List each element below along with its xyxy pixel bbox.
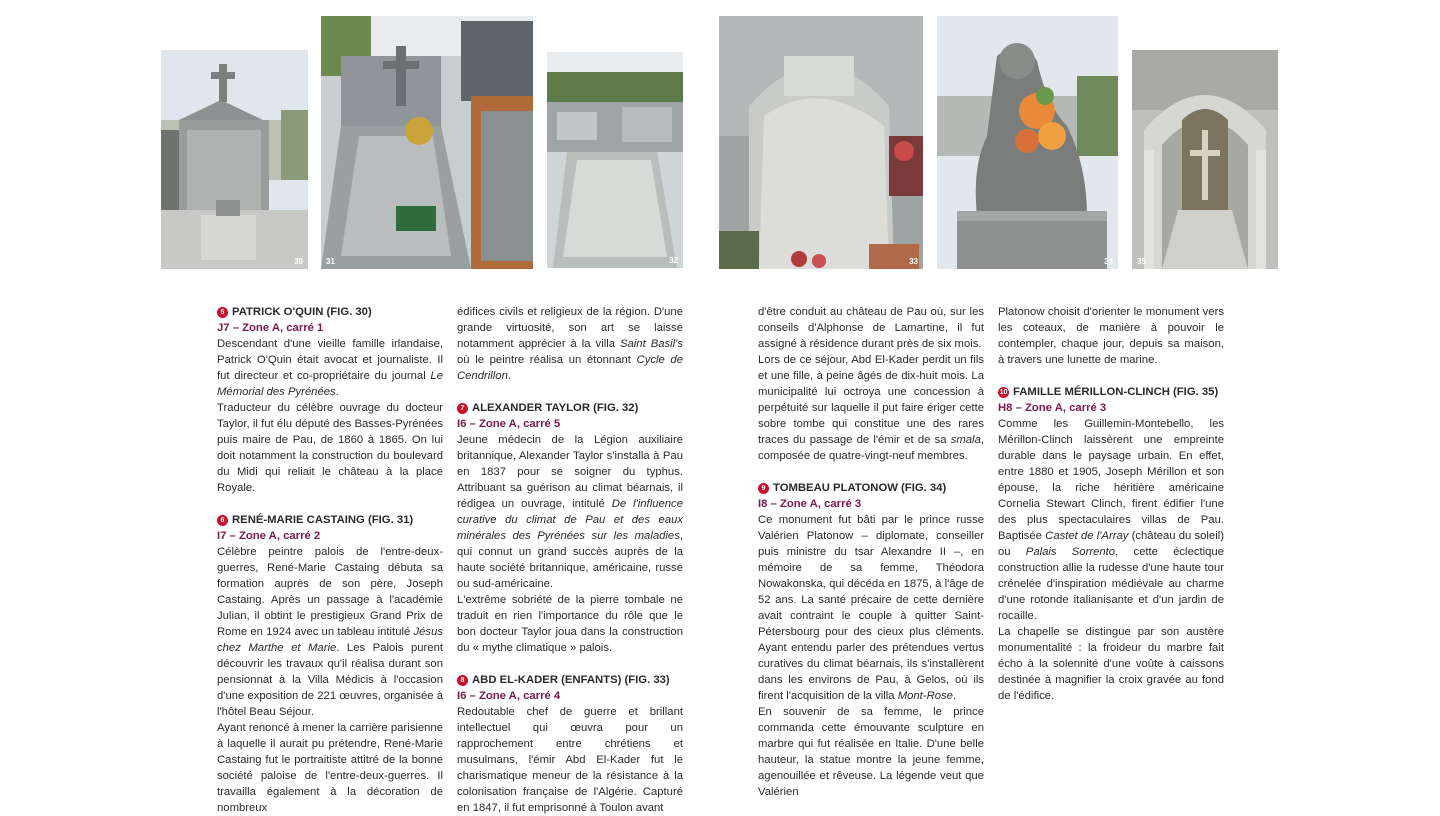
location-label: I6 – Zone A, carré 4 bbox=[457, 690, 561, 702]
section-number-badge: 5 bbox=[217, 307, 228, 318]
paragraph: Ce monument fut bâti par le prince russe Valérien Platonow – diplomate, conseiller puis ministre du tsar Alexandre II –, en mémoire de sa femme, Théodora Nowakonska, qui décéda en 1875, à l'âge de 52 ans. La santé précaire de cette dernière avait contraint le couple à quitter Saint-Pétersbourg pour des cieux plus cléments. Ayant entendu parler des prétendues vertus curatives du climat béarnais, ils s'installèrent dans les environs de Pau, à Gelos, où ils firent l'acquisition de la villa Mont-Rose. bbox=[758, 514, 984, 702]
figure-number: 34 bbox=[1104, 257, 1113, 266]
figure-number: 33 bbox=[909, 257, 918, 266]
column-4 bbox=[998, 304, 1224, 704]
figure-number: 31 bbox=[326, 257, 335, 266]
figure-31-photo bbox=[321, 16, 533, 269]
section-number-badge: 9 bbox=[758, 483, 769, 494]
paragraph: Jeune médecin de la Légion auxiliaire britannique, Alexander Taylor s'installa à Pau en 1837 pour se soigner du typhus. Attribuant sa guérison au climat béarnais, il rédigea un ouvrage, intitulé De l'influence curative du climat de Pau et des eaux minérales des Pyrénées sur les maladies, qui connut un grand succès auprès de la haute société britannique, américaine, russe ou sud-américaine. bbox=[457, 434, 683, 590]
section-number-badge: 8 bbox=[457, 675, 468, 686]
location-label: H8 – Zone A, carré 3 bbox=[998, 402, 1107, 414]
section-number-badge: 10 bbox=[999, 388, 1008, 396]
section-number-badge: 6 bbox=[217, 515, 228, 526]
section-title: TOMBEAU PLATONOW (FIG. 34) bbox=[773, 482, 947, 494]
paragraph: Traducteur du célèbre ouvrage du docteur Taylor, il fut élu député des Basses-Pyrénées puis maire de Pau, de 1860 à 1865. On lui doit notamment la construction du boulevard du Midi qui reliait le château à la place Royale. bbox=[217, 402, 443, 494]
section-number-badge: 7 bbox=[457, 403, 468, 414]
paragraph: Descendant d'une vieille famille irlandaise, Patrick O'Quin était avocat et journaliste. Il fut directeur et co-propriétaire du journal Le Mémorial des Pyrénées. bbox=[217, 338, 443, 398]
section-heading bbox=[217, 304, 443, 320]
section-title: FAMILLE MÉRILLON-CLINCH (FIG. 35) bbox=[1013, 386, 1219, 398]
paragraph: d'être conduit au château de Pau où, sur les conseils d'Alphonse de Lamartine, il fut assigné à résidence durant près de six mois. bbox=[758, 306, 984, 350]
paragraph: Platonow choisit d'orienter le monument vers les coteaux, de manière à pouvoir le contempler, chaque jour, depuis sa maison, à travers une lunette de marine. bbox=[998, 306, 1224, 366]
figure-30-photo bbox=[161, 50, 308, 269]
paragraph: L'extrême sobriété de la pierre tombale ne traduit en rien l'importance du rôle que le bon docteur Taylor joua dans la construction du « mythe climatique » palois. bbox=[457, 594, 683, 654]
paragraph: édifices civils et religieux de la région. D'une grande virtuosité, son art se laisse notamment apprécier à la villa Saint Basil's où le peintre réalisa un étonnant Cycle de Cendrillon. bbox=[457, 306, 683, 382]
paragraph: Ayant renoncé à mener la carrière parisienne à laquelle il aurait pu prétendre, René-Marie Castaing fut le portraitiste attitré de la bonne société paloise de l'entre-deux-guerres. Il travailla également à la décoration de nombreux bbox=[217, 722, 443, 814]
section-heading bbox=[217, 512, 443, 528]
figure-number: 30 bbox=[294, 257, 303, 266]
column-3 bbox=[758, 304, 984, 800]
figure-number: 32 bbox=[669, 256, 678, 265]
paragraph: En souvenir de sa femme, le prince commanda cette émouvante sculpture en marbre qui fut réalisée en Italie. D'une belle hauteur, la statue montre la jeune femme, agenouillée et rêveuse. La légende veut que Valérien bbox=[758, 706, 984, 798]
section-title: RENÉ-MARIE CASTAING (FIG. 31) bbox=[232, 514, 414, 526]
figure-35-photo bbox=[1132, 50, 1278, 269]
paragraph: La chapelle se distingue par son austère monumentalité : la froideur du marbre fait écho à la solennité d'une voûte à caissons destinée à magnifier la croix gravée au fond de l'édifice. bbox=[998, 626, 1224, 702]
section-heading bbox=[998, 384, 1224, 400]
section-heading bbox=[758, 480, 984, 496]
figure-32-photo bbox=[547, 52, 683, 268]
section-heading bbox=[457, 672, 683, 688]
location-label: I6 – Zone A, carré 5 bbox=[457, 418, 561, 430]
location-label: I7 – Zone A, carré 2 bbox=[217, 530, 321, 542]
section-title: PATRICK O'QUIN (FIG. 30) bbox=[232, 306, 372, 318]
figure-33-photo bbox=[719, 16, 923, 269]
location-label: I8 – Zone A, carré 3 bbox=[758, 498, 862, 510]
figure-number: 35 bbox=[1137, 257, 1146, 266]
paragraph: Célèbre peintre palois de l'entre-deux-guerres, René-Marie Castaing débuta sa formation auprès de son père, Joseph Castaing. Après un passage à l'académie Julian, il obtint le prestigieux Grand Prix de Rome en 1924 avec un tableau intitulé Jésus chez Marthe et Marie. Les Palois purent découvrir les travaux qu'il réalisa durant son pensionnat à la Villa Médicis à l'occasion d'une exposition de 221 œuvres, organisée à l'hôtel Beau Séjour. bbox=[217, 546, 443, 718]
column-1 bbox=[217, 304, 443, 816]
paragraph: Redoutable chef de guerre et brillant intellectuel qui œuvra pour un rapprochement entre chrétiens et musulmans, l'émir Abd El-Kader fut le charismatique meneur de la résistance à la colonisation française de l'Algérie. Capturé en 1847, il fut emprisonné à Toulon avant bbox=[457, 706, 683, 814]
paragraph: Comme les Guillemin-Montebello, les Mérillon-Clinch laissèrent une empreinte durable dans le paysage urbain. En effet, entre 1880 et 1905, Joseph Mérillon et son épouse, la riche héritière américaine Cornelia Stewart Clinch, firent édifier l'une des plus spectaculaires villas de Pau. Baptisée Castet de l'Array (château du soleil) ou Palais Sorrento, cette éclectique construction allie la rudesse d'une haute tour crénelée d'inspiration médiévale au charme d'une rotonde italianisante et d'un jardin de rocaille. bbox=[998, 418, 1224, 622]
section-heading bbox=[457, 400, 683, 416]
column-2 bbox=[457, 304, 683, 816]
section-title: ABD EL-KADER (ENFANTS) (FIG. 33) bbox=[472, 674, 670, 686]
section-title: ALEXANDER TAYLOR (FIG. 32) bbox=[472, 402, 639, 414]
location-label: J7 – Zone A, carré 1 bbox=[217, 322, 324, 334]
figure-34-photo bbox=[937, 16, 1118, 269]
paragraph: Lors de ce séjour, Abd El-Kader perdit un fils et une fille, à peine âgés de dix-huit mois. La municipalité lui octroya une concession à perpétuité sur laquelle il put faire ériger cette sobre tombe qui constitue une des rares traces du passage de l'émir et de sa smala, composée de quatre-vingt-neuf membres. bbox=[758, 354, 984, 462]
